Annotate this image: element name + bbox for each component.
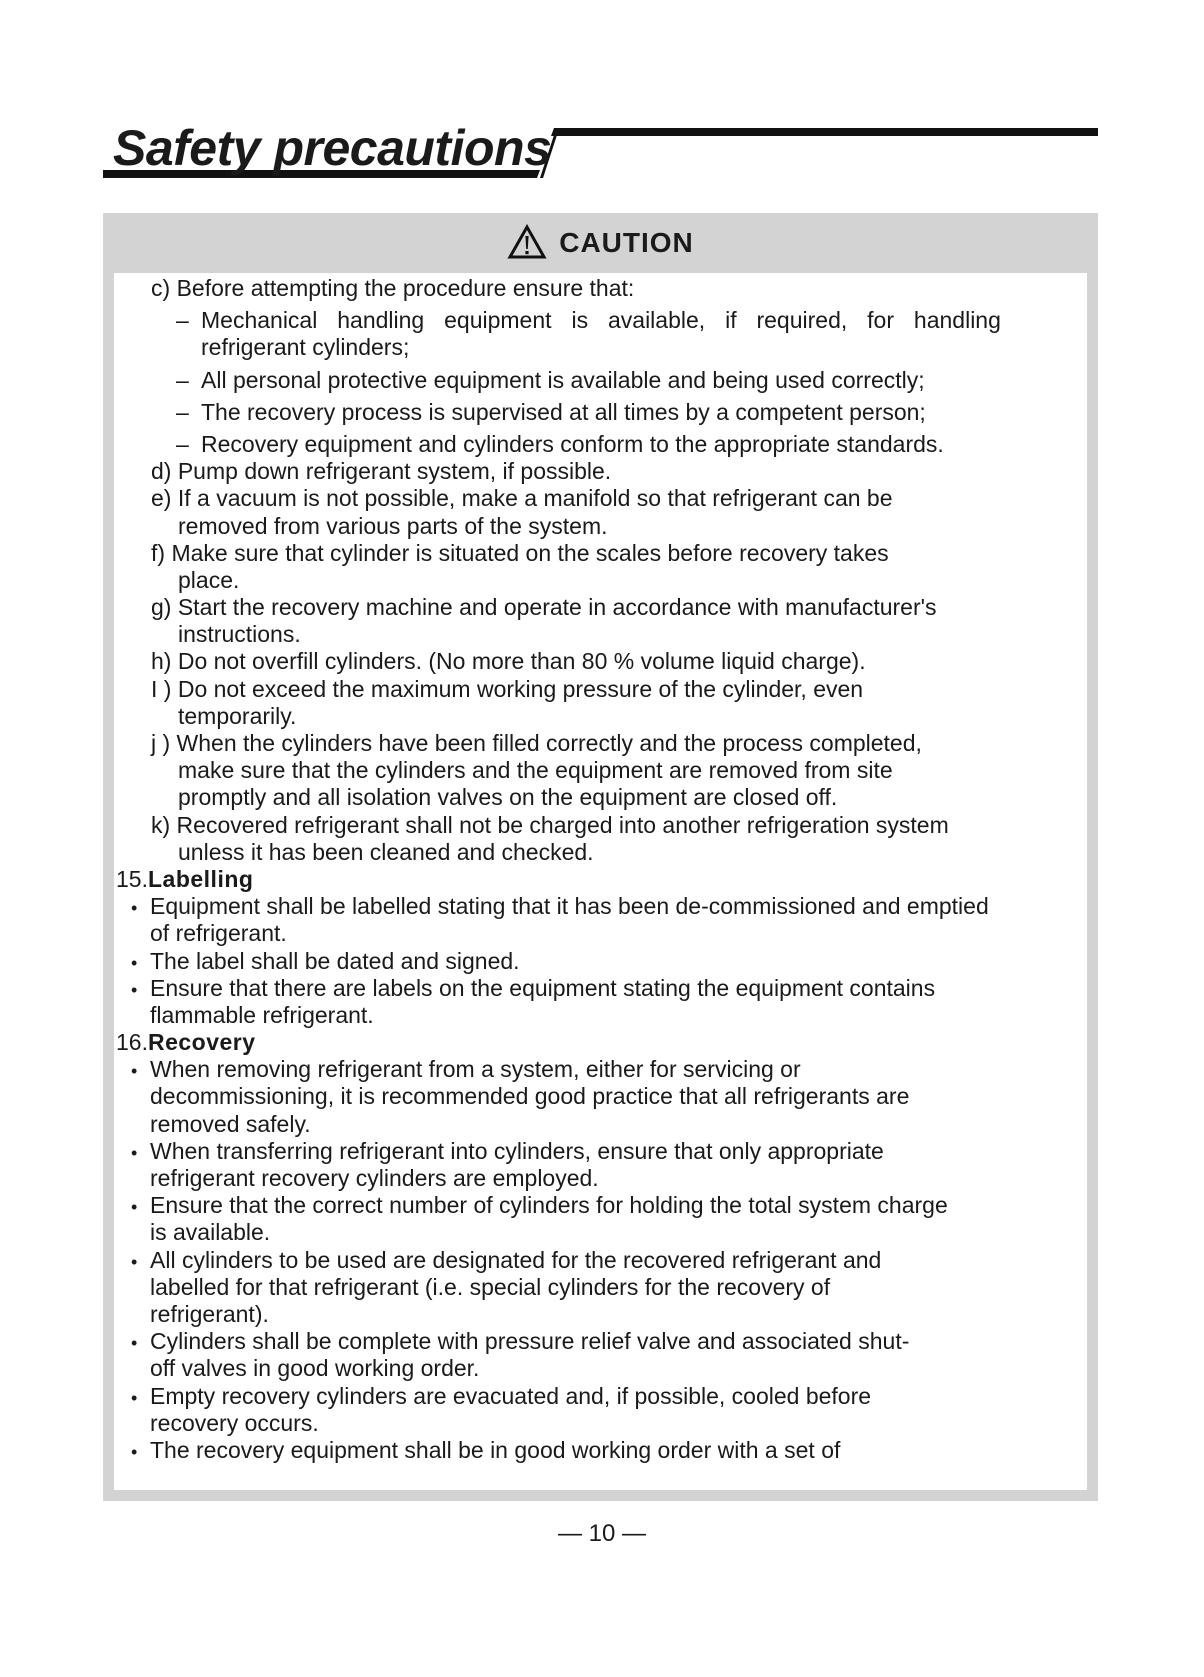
step-marker: I ): [151, 675, 172, 702]
step-text: promptly and all isolation valves on the equipment are closed off.: [178, 784, 838, 811]
bullet-item: [0, 1192, 1204, 1219]
bullet-text: When removing refrigerant from a system, either for servicing or: [150, 1056, 801, 1083]
section-title: Recovery: [147, 1029, 256, 1056]
bullet-item: [0, 1247, 1204, 1274]
procedure-step: [0, 757, 1204, 784]
bullet-text: Ensure that there are labels on the equipment stating the equipment contains: [150, 974, 936, 1001]
page-title: Safety precautions: [113, 120, 552, 176]
bullet-text: The recovery equipment shall be in good working order with a set of: [150, 1436, 841, 1463]
word: if: [725, 307, 737, 334]
dash-item-text: All personal protective equipment is available and being used correctly;: [201, 366, 925, 393]
bullet-text: Ensure that the correct number of cylinders for holding the total system charge: [150, 1192, 948, 1219]
bullet-text: of refrigerant.: [150, 920, 287, 947]
procedure-step: [0, 275, 1204, 302]
bullet-text: recovery occurs.: [150, 1409, 319, 1436]
bullet-item: [0, 1301, 1204, 1328]
step-marker: e): [151, 485, 172, 512]
word: available,: [607, 307, 706, 334]
step-text: instructions.: [178, 621, 301, 648]
step-marker: h): [151, 648, 172, 675]
bullet-text: refrigerant recovery cylinders are employed.: [150, 1165, 599, 1191]
step-text: Make sure that cylinder is situated on the scales before recovery takes: [165, 539, 889, 566]
step-marker: k): [151, 811, 171, 838]
bullet-item: [0, 1002, 1204, 1029]
bullet-marker: •: [131, 979, 138, 1000]
step-marker: d): [151, 458, 172, 485]
bullet-marker: •: [131, 898, 138, 919]
caution-label: CAUTION: [559, 227, 694, 258]
step-text: Pump down refrigerant system, if possible.: [171, 458, 612, 485]
bullet-marker: •: [131, 1251, 138, 1272]
bullet-text: labelled for that refrigerant (i.e. special cylinders for the recovery of: [150, 1273, 831, 1300]
word: equipment: [444, 307, 552, 334]
bullet-item: [0, 1056, 1204, 1083]
bullet-item: [0, 1437, 1204, 1464]
procedure-step: [0, 784, 1204, 811]
page-header: [103, 115, 1098, 187]
bullet-text: off valves in good working order.: [150, 1355, 480, 1382]
step-text: Start the recovery machine and operate in accordance with manufacturer's: [171, 594, 937, 621]
bullet-marker: •: [131, 1387, 138, 1408]
dash-item: [0, 334, 1204, 361]
caution-heading: [103, 213, 1098, 273]
step-marker: g): [151, 594, 172, 621]
bullet-marker: •: [131, 1333, 138, 1354]
bullet-item: [0, 893, 1204, 920]
bullet-text: is available.: [150, 1219, 271, 1246]
dash-item: [0, 431, 1204, 458]
step-text: When the cylinders have been filled correctly and the process completed,: [170, 730, 922, 756]
dash-item: [0, 367, 1204, 394]
step-marker: c): [151, 275, 177, 301]
bullet-text: refrigerant).: [150, 1300, 269, 1327]
bullet-text: decommissioning, it is recommended good practice that all refrigerants are: [150, 1083, 910, 1110]
procedure-step: [0, 567, 1204, 594]
dash-marker: –: [176, 366, 189, 393]
bullet-text: All cylinders to be used are designated for the recovered refrigerant and: [150, 1246, 882, 1273]
step-text: Do not exceed the maximum working pressure of the cylinder, even: [171, 675, 864, 702]
procedure-step: [0, 730, 1204, 757]
dash-marker: –: [176, 398, 189, 425]
bullet-item: [0, 1138, 1204, 1165]
procedure-step: [0, 540, 1204, 567]
step-text: temporarily.: [178, 702, 297, 729]
procedure-step: [0, 485, 1204, 512]
bullet-item: [0, 1274, 1204, 1301]
caution-body-text: [0, 275, 1204, 1464]
bullet-item: [0, 948, 1204, 975]
bullet-marker: •: [131, 1061, 138, 1082]
bullet-text: flammable refrigerant.: [150, 1001, 374, 1028]
step-text: place.: [178, 566, 240, 593]
step-text: Before attempting the procedure ensure that:: [176, 275, 635, 301]
bullet-text: The label shall be dated and signed.: [150, 947, 520, 974]
page-number: — 10 —: [557, 1520, 647, 1547]
procedure-step: [0, 513, 1204, 540]
bullet-text: Equipment shall be labelled stating that it has been de-commissioned and emptied: [150, 893, 989, 920]
dash-item-text: [201, 307, 1001, 334]
bullet-item: [0, 1165, 1204, 1192]
procedure-step: [0, 458, 1204, 485]
bullet-item: [0, 975, 1204, 1002]
procedure-step: [0, 839, 1204, 866]
warning-triangle-icon: [507, 224, 547, 260]
bullet-text: Cylinders shall be complete with pressure relief valve and associated shut-: [150, 1328, 910, 1355]
step-text: Do not overfill cylinders. (No more than 80 % volume liquid charge).: [171, 648, 866, 675]
procedure-step: [0, 703, 1204, 730]
word: is: [571, 307, 589, 334]
bullet-text: When transferring refrigerant into cylinders, ensure that only appropriate: [150, 1137, 884, 1164]
step-marker: f): [151, 539, 166, 566]
word: handling: [913, 307, 1001, 334]
bullet-marker: •: [131, 1142, 138, 1163]
bullet-marker: •: [131, 1441, 138, 1462]
section-heading: [0, 1029, 1204, 1056]
bullet-item: [0, 1219, 1204, 1246]
dash-item-text: The recovery process is supervised at all times by a competent person;: [201, 398, 926, 425]
bullet-item: [0, 1111, 1204, 1138]
section-number: 15.: [116, 865, 148, 892]
step-text: unless it has been cleaned and checked.: [178, 838, 594, 865]
dash-item: [0, 307, 1204, 334]
section-number: 16.: [116, 1029, 148, 1056]
bullet-marker: •: [131, 952, 138, 973]
bullet-text: removed safely.: [150, 1110, 311, 1137]
word: for: [867, 307, 895, 334]
procedure-step: [0, 812, 1204, 839]
step-text: Recovered refrigerant shall not be charged into another refrigeration system: [170, 811, 949, 838]
procedure-step: [0, 594, 1204, 621]
dash-marker: –: [176, 430, 189, 457]
word: Mechanical: [201, 307, 318, 334]
bullet-item: [0, 920, 1204, 947]
bullet-text: Empty recovery cylinders are evacuated and, if possible, cooled before: [150, 1382, 872, 1409]
dash-item-text: refrigerant cylinders;: [201, 334, 410, 361]
bullet-item: [0, 1328, 1204, 1355]
bullet-item: [0, 1083, 1204, 1110]
procedure-step: [0, 621, 1204, 648]
procedure-step: [0, 648, 1204, 675]
section-heading: [0, 866, 1204, 893]
step-marker: j ): [151, 730, 171, 756]
word: required,: [756, 307, 848, 334]
bullet-item: [0, 1355, 1204, 1382]
step-text: If a vacuum is not possible, make a manifold so that refrigerant can be: [171, 485, 893, 512]
bullet-item: [0, 1383, 1204, 1410]
procedure-step: [0, 676, 1204, 703]
dash-item-text: Recovery equipment and cylinders conform to the appropriate standards.: [201, 430, 944, 457]
step-text: removed from various parts of the system.: [178, 512, 608, 539]
word: handling: [337, 307, 425, 334]
dash-item: [0, 399, 1204, 426]
dash-marker: –: [176, 307, 189, 334]
section-title: Labelling: [147, 865, 254, 892]
bullet-marker: •: [131, 1197, 138, 1218]
bullet-item: [0, 1410, 1204, 1437]
step-text: make sure that the cylinders and the equipment are removed from site: [178, 757, 893, 784]
